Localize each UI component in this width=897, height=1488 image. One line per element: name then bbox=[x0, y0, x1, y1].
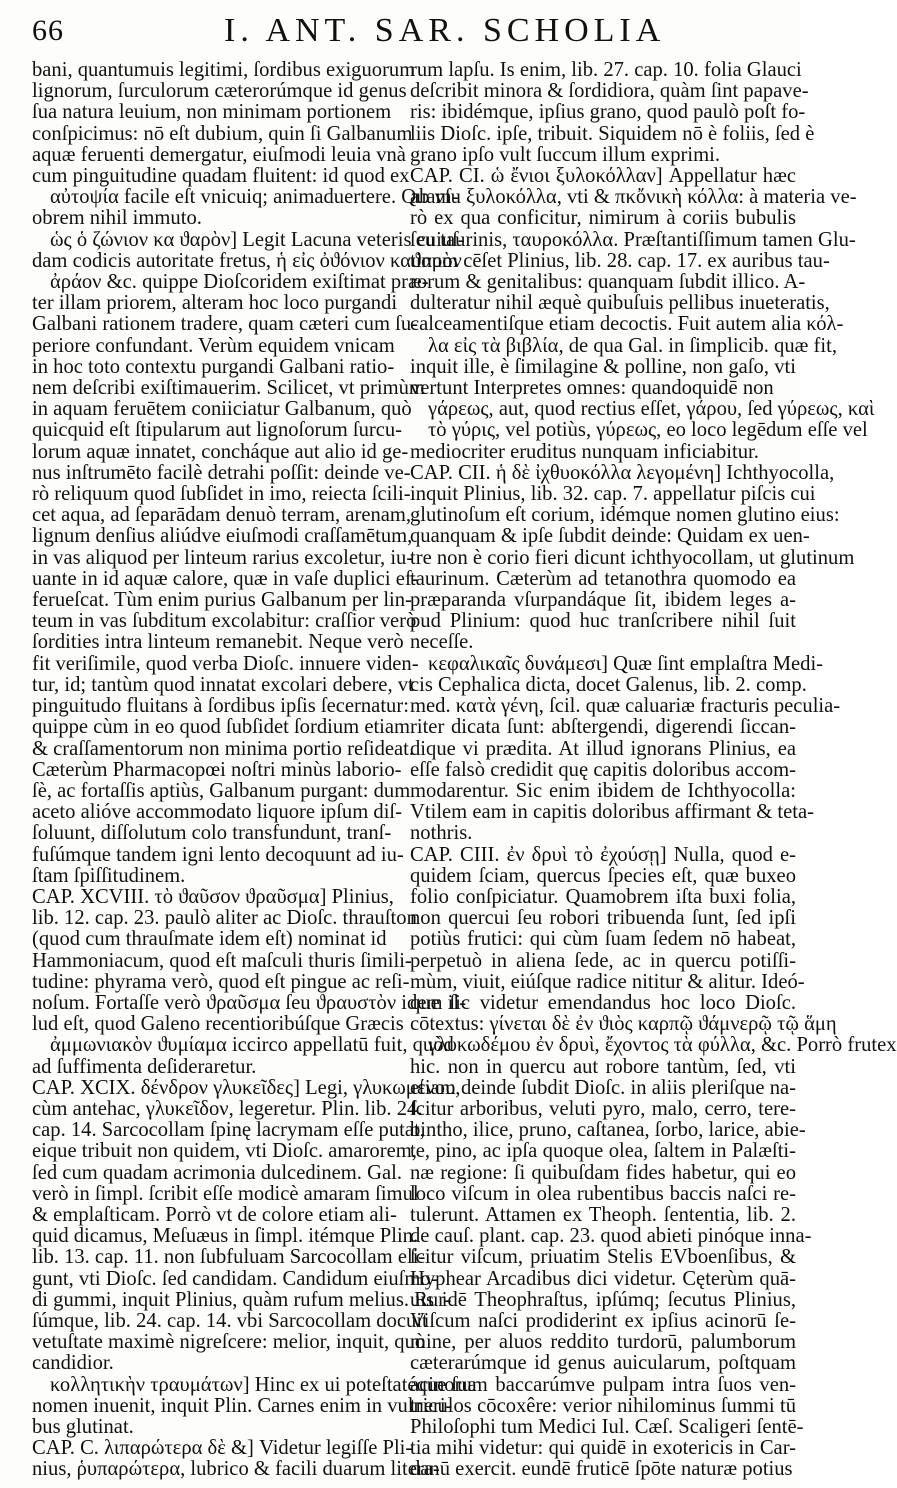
left-column-line: Cæterùm Pharmacopœi noſtri minùs laborio- bbox=[32, 758, 402, 781]
right-column-line: κεφαλικαῖς δυνάμεσι] Quæ ſint emplaſtra Medi- bbox=[428, 652, 824, 675]
left-column-line: αὐτοψία facile eſt vnicuiq; animaduertere. Quam- bbox=[50, 186, 459, 209]
right-column-line: riter dicata ſunt: abſtergendi, digerendi ſiccan- bbox=[410, 716, 796, 739]
right-column-line: tinum cēſet Plinius, lib. 28. cap. 17. ex auribus tau- bbox=[410, 249, 830, 272]
left-column-line: ſua natura leuium, non minimam portionem bbox=[32, 101, 392, 124]
right-column-line: folio conſpiciatur. Quamobrem iſta buxi folia, bbox=[410, 885, 796, 908]
right-column-line: rum lapſu. Is enim, lib. 27. cap. 10. folia Glauci bbox=[410, 59, 802, 81]
right-column-line: mediocriter eruditus nunquam inficiabitur. bbox=[410, 440, 759, 463]
right-column-line: tia mihi videtur: qui quidē in exotericis in Car- bbox=[410, 1437, 796, 1460]
left-column-line: ſed cum quadam acrimonia dulcedinem. Gal. bbox=[32, 1161, 402, 1184]
left-column-line: lib. 12. cap. 23. paulò aliter ac Dioſc. thrauſton bbox=[32, 907, 417, 930]
right-column-line: mùm, viuit, eiúſque radice nititur & alitur. Ideó- bbox=[410, 970, 805, 993]
left-column-line: verò in ſimpl. ſcribit eſſe modicè amaram ſimul bbox=[32, 1182, 419, 1205]
left-column-line: teum in vas ſubditum excolabitur: craſſior verò bbox=[32, 610, 417, 633]
left-column-line: (quod cum thrauſmate idem eſt) nominat id bbox=[32, 928, 387, 951]
right-column-line: glutinoſum eſt corium, idémque nomen glutino eius: bbox=[410, 504, 840, 527]
right-column-line: τὸ γύρις, vel potiùs, γύρεως, eo loco legēdum eſſe vel bbox=[428, 419, 868, 442]
left-column-line: eique tribuit non quidem, vti Dioſc. amarorem, bbox=[32, 1140, 417, 1163]
left-column-line: aceto alióve accommodato liquore ipſum diſ- bbox=[32, 801, 402, 824]
left-column-line: CAP. XCVIII. τὸ ϑαῦσον ϑραῦσμα] Plinius, bbox=[32, 885, 394, 908]
right-column-line: danū exercit. eundē fruticē ſpōte naturæ potius bbox=[410, 1458, 793, 1481]
left-column-line: rò reliquum quod ſubſidet in imo, reiecta ſcili- bbox=[32, 483, 411, 506]
left-column-line: candidior. bbox=[32, 1352, 114, 1375]
right-column-line: neceſſe. bbox=[410, 631, 474, 654]
right-column-line: pud Plinium: quod huc tranſcribere nihil ſuit bbox=[410, 610, 796, 633]
right-column-line: rorum & genitalibus: quanquam ſubdit illico. A- bbox=[410, 271, 806, 294]
right-column-line: quidem ſciam, quercus ſpecies eſt, quæ buxeo bbox=[410, 864, 796, 887]
right-column-line: perpetuò in aliena ſede, ac in quercu potiſſi- bbox=[410, 949, 796, 972]
running-head: I. ANT. SAR. SCHOLIA bbox=[224, 12, 666, 49]
right-column-line: hic. non in quercu aut robore tantùm, ſed, vti bbox=[410, 1055, 796, 1078]
right-column-line: de cauſ. plant. cap. 23. quod abieti pinóque inna- bbox=[410, 1225, 812, 1248]
left-column-line: lignorum, ſurculorum cæterorúmque id genus bbox=[32, 80, 407, 103]
right-column-line: Hyphear Arcadibus dici videtur. Cęterùm quā- bbox=[410, 1267, 796, 1290]
right-column-line: tre non è corio fieri dicunt ichthyocollam, ut glutinum bbox=[410, 546, 855, 569]
right-column-line: cæterarúmque id genus auicularum, poſtquam bbox=[410, 1352, 796, 1375]
left-column-line: bus glutinat. bbox=[32, 1416, 134, 1438]
right-column-line: taurinum. Cæterùm ad tetanothra quomodo ea bbox=[410, 567, 796, 590]
left-column-line: cùm antehac, γλυκεῖδον, legeretur. Plin. lib. 24. bbox=[32, 1097, 423, 1120]
left-column-line: ter illam priorem, alteram hoc loco purgandi bbox=[32, 292, 398, 315]
left-column-line: Galbani rationem tradere, quam cæteri cum ſu- bbox=[32, 313, 418, 336]
right-column-line: triculos cōcoxêre: verior nihilominus ſummi tū bbox=[410, 1394, 796, 1417]
right-column-line: modarentur. Sic enim ibidem de Ichthyocolla: bbox=[410, 779, 796, 802]
left-column-line: ad ſuffimenta deſideraretur. bbox=[32, 1055, 257, 1078]
right-column-line: CAP. CIII. ἐν δρυὶ τὸ ἐχούσῃ] Nulla, quod e- bbox=[410, 843, 796, 866]
right-column-line: præparanda vſurpandáque ſit, ibidem leges a- bbox=[410, 589, 796, 612]
right-column-line: nothris. bbox=[410, 822, 473, 845]
right-column-line: deſcribit minora & ſordidiora, quàm ſint papave- bbox=[410, 80, 809, 103]
right-column-line: non quercui ſeu robori tribuenda ſunt, ſed ipſi bbox=[410, 907, 796, 930]
right-column-line: ſeu taurinis, ταυροκόλλα. Præſtantiſſimum tamen Glu- bbox=[410, 228, 856, 251]
right-column-line: mine, per aluos reddito turdorū, palumborum bbox=[410, 1331, 796, 1354]
right-column-line: quanquam & ipſe ſubdit deinde: Quidam ex uen- bbox=[410, 525, 810, 548]
right-column-line: dique vi prædita. At illud ignorans Plinius, ea bbox=[410, 737, 796, 760]
right-text-column bbox=[410, 59, 897, 1481]
left-column-line: in hoc toto contextu purgandi Galbani ratio- bbox=[32, 355, 395, 378]
right-column-line: ab vſu ξυλοκόλλα, vti & πκὄνικὴ κόλλα: à materia ve- bbox=[410, 186, 857, 209]
right-column-line: næ regione: ſi quibuſdam fides habetur, qui eo bbox=[410, 1161, 796, 1184]
right-column-line: Vtilem eam in capitis doloribus affirmant & teta- bbox=[410, 801, 814, 824]
left-column-line: cum pinguitudine quadam fluitent: id quod ex bbox=[32, 165, 410, 188]
left-column-line: bani, quantumuis legitimi, ſordibus exiguorum bbox=[32, 59, 416, 81]
page-number: 66 bbox=[32, 14, 64, 47]
left-column-line: fuſúmque tandem igni lento decoquunt ad iu- bbox=[32, 843, 404, 866]
left-column-line: in aquam feruētem coniiciatur Galbanum, quò bbox=[32, 398, 412, 421]
left-column-line: ſoluunt, diſſolutum colo transfundunt, tranſ- bbox=[32, 822, 392, 845]
left-column-line: aquæ feruenti demergatur, eiuſmodi leuia vnà bbox=[32, 143, 406, 166]
left-column-line: quicquid eſt ſtipularum aut lignoſorum ſurcu- bbox=[32, 419, 403, 442]
right-column-line: CAP. CII. ἡ δὲ ἰχθυοκόλλα λεγομένη] Ichthyocolla, bbox=[410, 461, 835, 484]
left-column-line: ſtam ſpiſſitudinem. bbox=[32, 864, 186, 887]
left-column-line: cap. 14. Sarcocollam ſpinę lacrymam eſſe putat, bbox=[32, 1119, 425, 1142]
left-column-line: lib. 13. cap. 11. non ſubfuluam Sarcocollam eli- bbox=[32, 1246, 426, 1269]
left-column-line: quid dicamus, Meſuæus in ſimpl. itémque Plin. bbox=[32, 1225, 419, 1248]
left-column-line: noſum. Fortaſſe verò ϑραῦσμα ſeu ϑραυστὸν idem il- bbox=[32, 991, 466, 1014]
left-column-line: fit veriſimile, quod verba Dioſc. innuere viden- bbox=[32, 652, 419, 675]
left-column-line: tur, id; tantùm quod innatat excolari debere, vt bbox=[32, 673, 414, 696]
right-column-line: γάρεως, aut, quod rectius eſſet, γάρου, ſed γύρεως, καὶ bbox=[428, 398, 875, 421]
left-column-line: uante in id aquæ calore, quæ in vaſe duplici ef- bbox=[32, 567, 419, 590]
page-header bbox=[28, 10, 790, 58]
right-column-line: λα εἰς τὰ βιβλία, de qua Gal. in ſimplicib. quæ fit, bbox=[428, 334, 837, 357]
left-column-line: dam codicis autoritate fretus, ἡ εἰς ὀϑόνιον καϑαρὸν bbox=[32, 249, 462, 272]
left-column-line: κολλητικὴν τραυμάτων] Hinc ex ui poteſtatéque ſua bbox=[50, 1373, 477, 1396]
right-column-line: ris: ibidémque, ipſius grano, quod paulò poſt fo- bbox=[410, 101, 806, 124]
left-column-line: ſè, ac fortaſſis aptiùs, Galbanum purgant: dum bbox=[32, 779, 411, 802]
right-column-line: inquit Plinius, lib. 32. cap. 7. appellatur piſcis cui bbox=[410, 483, 816, 506]
right-column-line: Viſcum naſci prodiderint ex ipſius acinorū ſe- bbox=[410, 1309, 796, 1332]
right-column-line: rò ex qua conficitur, nimirum à coriis bubulis bbox=[410, 207, 796, 230]
right-column-line: loco viſcum in olea rubentibus baccis naſci re- bbox=[410, 1182, 796, 1205]
left-column-line: lignum denſius aliúdve eiuſmodi craſſamētum, bbox=[32, 525, 413, 548]
left-column-line: vetuſtate maximè nigreſcere: melior, inquit, quò bbox=[32, 1331, 426, 1354]
left-column-line: & craſſamentorum non minima portio reſideat. bbox=[32, 737, 415, 760]
left-column-line: periore confundant. Verùm equidem vnicam bbox=[32, 334, 395, 357]
right-column-line: acinorum baccarúmve pulpam intra ſuos ven- bbox=[410, 1373, 796, 1396]
right-column-line: bintho, ilice, pruno, caſtanea, ſorbo, larice, abie- bbox=[410, 1119, 806, 1142]
right-column-line: etiam deinde ſubdit Dioſc. in aliis pleriſque na- bbox=[410, 1076, 796, 1099]
left-column-line: lud eſt, quod Galeno recentioribúſque Græcis bbox=[32, 1013, 404, 1036]
left-column-line: ἀράον &c. quippe Dioſcoridem exiſtimat præ- bbox=[50, 271, 429, 294]
left-column-line: nius, ῥυπαρώτερα, lubrico & facili duarum litera- bbox=[32, 1458, 440, 1481]
left-column-line: CAP. XCIX. δένδρον γλυκεῖδες] Legi, γλυκωμένου, bbox=[32, 1076, 461, 1099]
right-column-line: cis Cephalica dicta, docet Galenus, lib. 2. comp. bbox=[410, 673, 807, 696]
left-column-line: nem deſcribi exiſtimauerim. Scilicet, vt primùm bbox=[32, 377, 425, 400]
left-column-line: pinguitudo fluitans à ſordibus ipſis ſecernatur: bbox=[32, 695, 409, 718]
right-column-line: grano ipſo vult ſuccum illum exprimi. bbox=[410, 143, 721, 166]
right-column-line: CAP. CI. ὡ ἔνιοι ξυλοκόλλαν] Appellatur hæc bbox=[410, 165, 796, 188]
right-column-line: tulerunt. Attamen ex Theoph. ſententia, lib. 2. bbox=[410, 1203, 796, 1226]
left-column-line: lorum aquæ innatet, concháque aut alio id ge- bbox=[32, 440, 409, 463]
right-column-line: dulteratur nihil æquè quibuſuis pellibus inueteratis, bbox=[410, 292, 830, 315]
right-column-line: eſſe falsò credidit quę capitis doloribus accom- bbox=[410, 758, 796, 781]
right-column-line: calceamentiſque etiam decoctis. Fuit autem alia κόλ- bbox=[410, 313, 844, 336]
left-column-line: in vas aliquod per linteum rarius excoletur, iu- bbox=[32, 546, 414, 569]
left-column-line: ἀμμωνιακὸν ϑυμίαμα iccirco appellatū fuit, quòd bbox=[50, 1034, 454, 1057]
right-column-line: te, pino, ac ipſa quoque olea, ſaltem in Palæſti- bbox=[410, 1140, 796, 1163]
right-column-line: potiùs frutici: qui cùm ſuam ſedem nō habeat, bbox=[410, 928, 796, 951]
left-column-line: conſpicimus: nō eſt dubium, quin ſi Galbanum bbox=[32, 122, 413, 145]
left-column-line: nus inſtrumēto facilè detrahi poſſit: deinde ve- bbox=[32, 461, 411, 484]
left-column-line: tudine: phyrama verò, quod eſt pingue ac reſi- bbox=[32, 970, 410, 993]
left-column-line: CAP. C. λιπαρώτερα δὲ &] Videtur legiſſe Pli- bbox=[32, 1437, 413, 1460]
right-column-line: vertunt Interpretes omnes: quandoquidē non bbox=[410, 377, 774, 400]
right-column-line: γλυκωδέμου ἐν δρυὶ, ἔχοντος τὰ φύλλα, &c. Porrò frutex bbox=[428, 1034, 897, 1057]
right-column-line: liis Dioſc. ipſe, tribuit. Siquidem nō è foliis, ſed è bbox=[410, 122, 815, 145]
left-column-line: quippe cùm in eo quod ſubſidet ſordium etiam bbox=[32, 716, 411, 739]
right-column-line: ſcitur arboribus, veluti pyro, malo, cerro, tere- bbox=[410, 1097, 796, 1120]
left-column-line: obrem nihil immuto. bbox=[32, 207, 202, 230]
right-column-line: inquit ille, è ſimilagine & polline, non gaſo, vti bbox=[410, 355, 796, 378]
right-column-line: ſcitur viſcum, priuatim Stelis EVboenſibus, & bbox=[410, 1246, 796, 1269]
left-column-line: di gummi, inquit Plinius, quàm rufum melius. Rur- bbox=[32, 1288, 452, 1311]
left-column-line: & emplaſticam. Porrò vt de colore etiam ali- bbox=[32, 1203, 397, 1226]
right-column-line: cōtextus: γίνεται δὲ ἐν ϑιὸς καρπῷ ϑάμνερῷ τῷ ἅμη bbox=[410, 1013, 837, 1036]
right-column-line: Philoſophi tum Medici Iul. Cæſ. Scaligeri ſentē- bbox=[410, 1416, 804, 1438]
right-column-line: med. κατὰ γένη, ſcil. quæ caluariæ fracturis peculia- bbox=[410, 695, 841, 718]
left-column-line: nomen inuenit, inquit Plin. Carnes enim in vulneri- bbox=[32, 1394, 453, 1417]
right-column-line: uis idē Theophraſtus, ipſúmq; ſecutus Plinius, bbox=[410, 1288, 796, 1311]
left-column-line: ſúmque, lib. 24. cap. 14. vbi Sarcocollam docuit bbox=[32, 1309, 428, 1332]
left-column-line: ſordities intra linteum remanebit. Neque verò bbox=[32, 631, 404, 654]
left-column-line: ὡς ὁ ζώνιον κα ϑαρὸν] Legit Lacuna veteris cuiuſ- bbox=[50, 228, 465, 251]
left-column-line: cet aqua, ad ſeparādam denuò terram, arenam, bbox=[32, 504, 412, 527]
left-column-line: ferueſcat. Tùm enim purius Galbanum per lin- bbox=[32, 589, 412, 612]
left-column-line: Hammoniacum, quod eſt maſculi thuris ſimili- bbox=[32, 949, 412, 972]
left-column-line: gunt, vti Dioſc. ſed candidam. Candidum eiuſmo- bbox=[32, 1267, 438, 1290]
right-column-line: que ſic videtur emendandus hoc loco Dioſc. bbox=[410, 991, 796, 1014]
